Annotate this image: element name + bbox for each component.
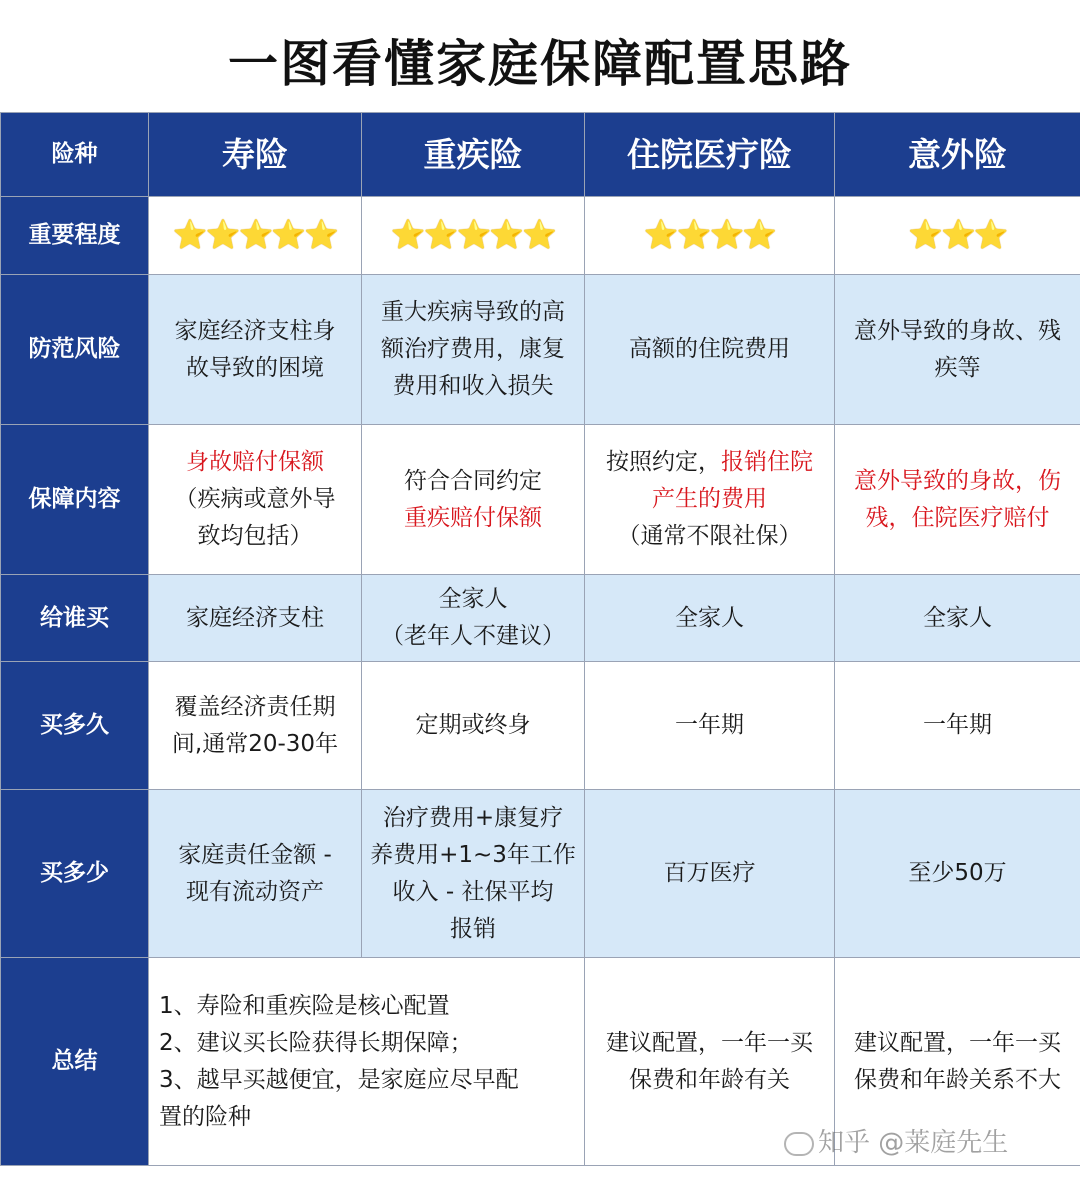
who-medical-cell: 全家人 (585, 575, 835, 662)
amount-medical-cell: 百万医疗 (585, 790, 835, 958)
column-accident-insurance: 意外险 (835, 113, 1080, 197)
risk-medical-cell: 高额的住院费用 (585, 275, 835, 425)
coverage-ci-cell: 符合合同约定 重疾赔付保额 (362, 425, 585, 575)
row-label-risk: 防范风险 (1, 275, 149, 425)
duration-life-cell: 覆盖经济责任期 间,通常20-30年 (149, 662, 362, 790)
page-title: 一图看懂家庭保障配置思路 (228, 35, 852, 93)
summary-core-cell: 1、寿险和重疾险是核心配置 2、建议买长险获得长期保障； 3、越早买越便宜，是家庭应尽早配 置的险种 (149, 958, 585, 1166)
table-row-coverage (1, 425, 1080, 575)
watermark: 知乎 @莱庭先生 (784, 1122, 1008, 1159)
duration-ci-cell: 定期或终身 (362, 662, 585, 790)
table-header-row (1, 113, 1080, 197)
risk-life-cell: 家庭经济支柱身 故导致的困境 (149, 275, 362, 425)
who-life-cell: 家庭经济支柱 (149, 575, 362, 662)
duration-medical-cell: 一年期 (585, 662, 835, 790)
table-row-importance (1, 197, 1080, 275)
star-rating: ⭐⭐⭐⭐⭐ (172, 217, 338, 251)
star-rating: ⭐⭐⭐ (908, 217, 1007, 251)
insurance-comparison-table (0, 112, 1080, 1166)
coverage-medical-cell: 按照约定，报销住院 产生的费用 （通常不限社保） (585, 425, 835, 575)
wechat-icon (784, 1132, 814, 1156)
amount-accident-cell: 至少50万 (835, 790, 1080, 958)
who-accident-cell: 全家人 (835, 575, 1080, 662)
coverage-life-cell: 身故赔付保额 （疾病或意外导 致均包括） (149, 425, 362, 575)
column-life-insurance: 寿险 (149, 113, 362, 197)
coverage-accident-cell: 意外导致的身故，伤 残，住院医疗赔付 (835, 425, 1080, 575)
table-row-duration (1, 662, 1080, 790)
column-critical-illness: 重疾险 (362, 113, 585, 197)
row-label-coverage: 保障内容 (1, 425, 149, 575)
table-row-risk (1, 275, 1080, 425)
row-label-who: 给谁买 (1, 575, 149, 662)
row-label-summary: 总结 (1, 958, 149, 1166)
who-ci-cell: 全家人 （老年人不建议） (362, 575, 585, 662)
amount-ci-cell: 治疗费用+康复疗 养费用+1~3年工作 收入 - 社保平均 报销 (362, 790, 585, 958)
row-label-duration: 买多久 (1, 662, 149, 790)
summary-accident-cell: 建议配置，一年一买 保费和年龄关系不大 (835, 958, 1080, 1166)
risk-accident-cell: 意外导致的身故、残 疾等 (835, 275, 1080, 425)
table-row-amount (1, 790, 1080, 958)
amount-life-cell: 家庭责任金额 - 现有流动资产 (149, 790, 362, 958)
row-label-importance: 重要程度 (1, 197, 149, 275)
column-medical-insurance: 住院医疗险 (585, 113, 835, 197)
duration-accident-cell: 一年期 (835, 662, 1080, 790)
summary-medical-cell: 建议配置，一年一买 保费和年龄有关 (585, 958, 835, 1166)
row-label-amount: 买多少 (1, 790, 149, 958)
table-row-who (1, 575, 1080, 662)
star-rating: ⭐⭐⭐⭐ (643, 217, 776, 251)
star-rating: ⭐⭐⭐⭐⭐ (390, 217, 556, 251)
risk-ci-cell: 重大疾病导致的高 额治疗费用，康复 费用和收入损失 (362, 275, 585, 425)
header-label: 险种 (1, 113, 149, 197)
